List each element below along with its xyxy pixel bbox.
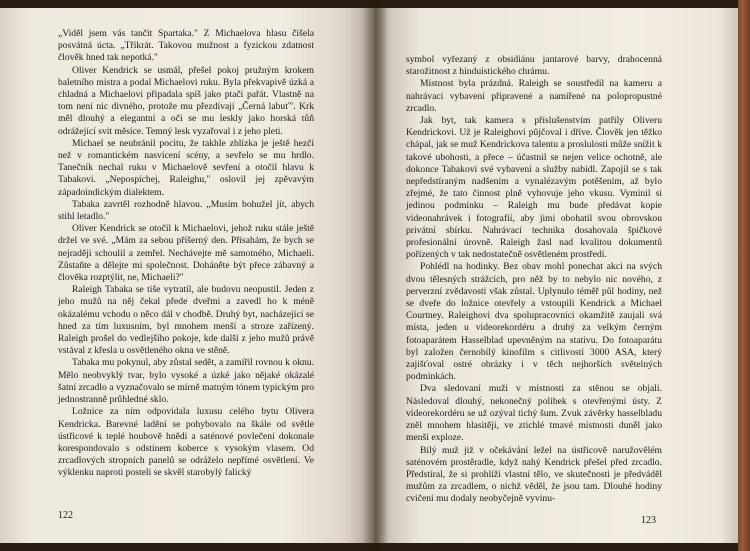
paragraph: Pohlédl na hodinky. Bez obav mohl ponechat akci na svých dvou tělesných strážcích, pro něž by to nebylo nic nového, z perverzní zvědavosti však zůstal. Uplynulo téměř půl hodiny, než se dveře do ložnice otevřely a vstoupili Kendrick a Michael Courtney. Raleighovi dva spolupracovníci okamžitě zaujali svá místa, jeden u videorekordéru a druhý za velkým černým fotoaparátem Hasselblad upevněným na stativu. Do fotoaparátu byl založen černobílý kinofilm s citlivostí 3000 ASA, který zajišťoval ostré obrázky i v těch nejhorších světelných podmínkách.	[406, 261, 662, 383]
paragraph: Bílý muž již v očekávání ležel na ústřicově naružovělém saténovém prostěradle, když nahý Kendrick přešel před zrcadlo. Předstíral, že si prohlíží vlastní tělo, ve skutečnosti je předváděl mužům za zrcadlem, o nichž věděl, že jsou tam. Dlouhé hodiny cvičení mu dodaly neobyčejně vyvinu-	[406, 444, 662, 505]
paragraph: symbol vyřezaný z obsidiánu jantarové barvy, drahocenná starožitnost z hinduistického chrámu.	[406, 54, 662, 78]
right-page-text	[406, 54, 662, 506]
paragraph: Oliver Kendrick se usmál, přešel pokoj pružným krokem baletního mistra a podal Michaelovi ruku. Byla překvapivě úzká a chladná a Michaelovi připadala spíš jako ptačí pařát. Vlastně na tom není nic divného, protože mu přezdívají „Černá labuť". Krk měl dlouhý a elegantní a oči se mu leskly jako horská tůň odrážející svit měsíce. Temný lesk vyzařoval i z jeho pleti.	[58, 64, 314, 137]
paragraph: Jak byt, tak kamera s příslušenstvím patřily Oliveru Kendrickovi. Už je Raleighovi půjčoval i dříve. Člověk jen těžko chápal, jak se muž Kendrickova talentu a proslulosti může snížit k takové ubohosti, a přece – účastnil se nejen velice ochotně, ale dokonce Tabakovi své vybavení a služby nabídl. Zapojil se s tak nepředstíraným nadšením a vynalézavým potěšením, až bylo zřejmé, že tato činnost plně vyhovuje jeho vkusu. Vyminil si jedinou podmínku – Raleigh mu bude předávat kopie videonahrávek i fotografií, aby jimi obohatil svou obrovskou privátní sbírku. Nahrávací technika dosahovala špičkové profesionální úrovně. Raleigh žasl nad kvalitou dokumentů pořízených v tak nedostatečně osvětleném prostředí.	[406, 115, 662, 261]
paragraph: „Viděl jsem vás tančit Spartaka." Z Michaelova hlasu čišela posvátná úcta. „Třikrát. Takovou mužnost a fyzickou zdatnost člověk hned tak nepotká."	[58, 28, 314, 64]
paragraph: Místnost byla prázdná. Raleigh se soustředil na kameru a nahrávací vybavení připravené a namířené na polopropustné zrcadlo.	[406, 78, 662, 114]
left-page-text	[58, 28, 314, 480]
book-cover-edge	[738, 0, 750, 551]
paragraph: Oliver Kendrick se otočil k Michaelovi, jehož ruku stále ještě držel ve své. „Mám za sebou příšerný den. Přísahám, že bych se nejraději schoulil a zemřel. Nechávejte mě samotného, Michaeli. Zůstaňte a dělejte mi společnost. Doháněte být přece zábavný a člověka rozptýlit, ne, Michaeli?"	[58, 223, 314, 284]
paragraph: Michael se neubránil pocitu, že takhle zblízka je ještě hezčí než v romantickém nasvícení scény, a sevřelo se mu hrdlo. Tanečník nechal ruku v Michaelově sevření a otočil hlavu k Tabakovi. „Nepospíchej, Raleighu," oslovil jej zpěvavým západoindickým dialektem.	[58, 137, 314, 198]
left-page	[0, 8, 375, 543]
page-number-right: 123	[641, 515, 656, 526]
paragraph: Tabaka mu pokynul, aby zůstal sedět, a zamířil rovnou k oknu. Mělo neobvyklý tvar, bylo vysoké a úzké jako nějaké okázalé šatní zrcadlo a vyznačovalo se mírně matným tónem typickým pro jednostranně průhledné sklo.	[58, 357, 314, 406]
paragraph: Tabaka zavrtěl rozhodně hlavou. „Musím bohužel jít, abych stihl letadlo."	[58, 198, 314, 223]
paragraph: Ložnice za ním odpovídala luxusu celého bytu Olivera Kendricka. Barevné ladění se pohybovalo na škále od světle ústřicové k teplé houbově hnědi a saténové povlečení dokonale korespondovalo s odstínem koberce s vysokým vlasem. Od zrcadlových stropních panelů se odráželo nepřímé osvětlení. Ve výklenku naproti posteli se skvěl starobylý falický	[58, 406, 314, 479]
paragraph: Raleigh Tabaka se tiše vytratil, ale budovu neopustil. Jeden z jeho mužů na něj čekal přede dveřmi a zavedl ho k méně okázalému vchodu o něco dál v chodbě. Druhý byt, nacházející se hned za tím luxusním, byl mnohem menší a stroze zařízený. Raleigh prošel do vedlejšího pokoje, kde další z jeho mužů právě vstával z křesla u osvětleného okna ve stěně.	[58, 284, 314, 357]
right-page	[375, 8, 750, 543]
paragraph: Dva sledovaní muži v místnosti za stěnou se objali. Následoval dlouhý, nekonečný polibek s otevřenými ústy. Z videorekordéru se už ozýval tichý šum. Zvuk závěrky hasselbladu zněl mnohem hlasitěji, ve ztichlé tmavé místnosti duněl jako menší exploze.	[406, 383, 662, 444]
page-number-left: 122	[58, 510, 73, 521]
